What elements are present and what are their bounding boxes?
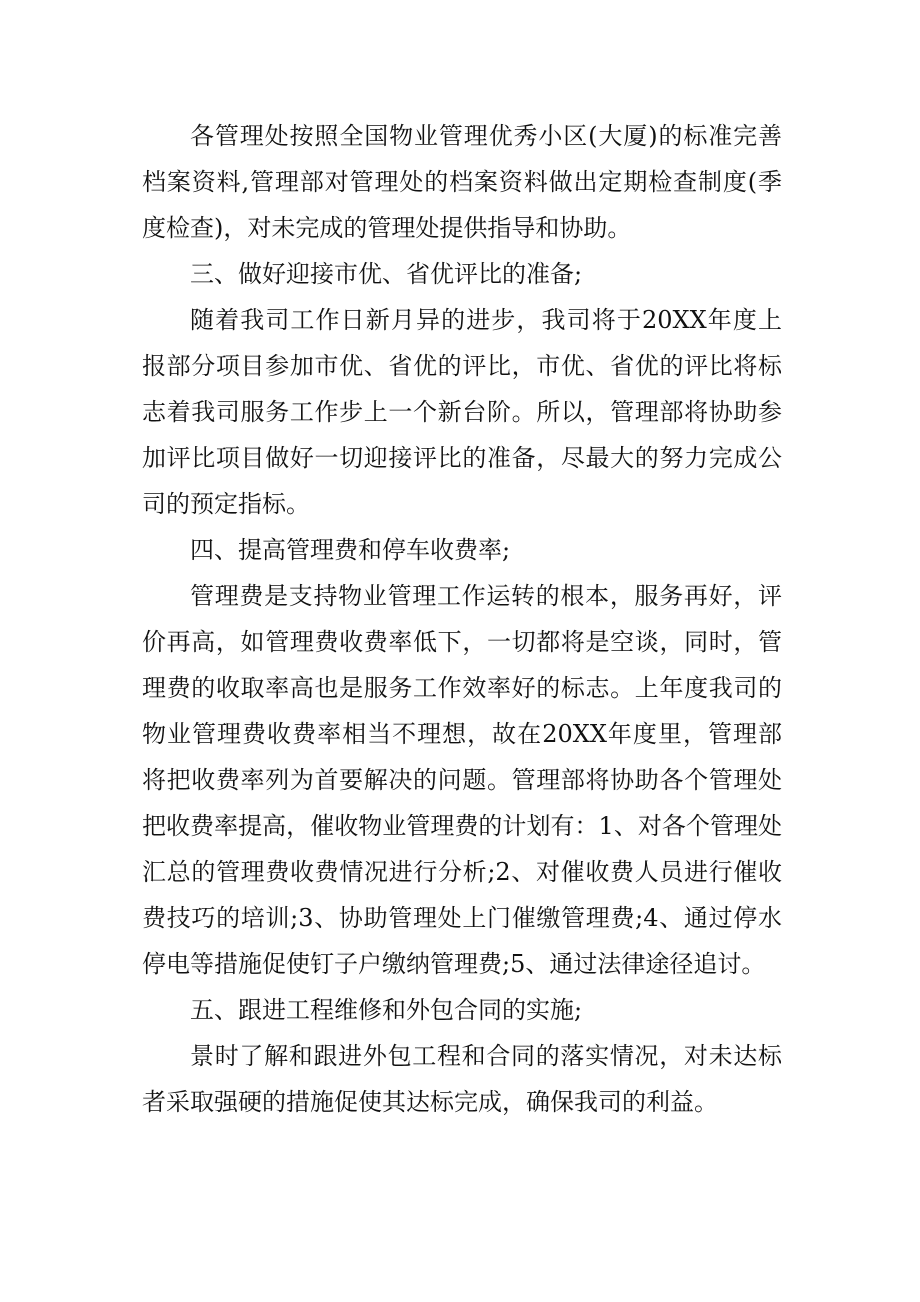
paragraph-fee-collection: 管理费是支持物业管理工作运转的根本，服务再好，评价再高，如管理费收费率低下，一切都将是空谈，同时，管理费的收取率高也是服务工作效率好的标志。上年度我司的物业管理费收费率相当不理想，故在20XX年度里，管理部将把收费率列为首要解决的问题。管理部将协助各个管理处把收费率提高，催收物业管理费的计划有：1、对各个管理处汇总的管理费收费情况进行分析;2、对催收费人员进行催收费技巧的培训;3、协助管理处上门催缴管理费;4、通过停水停电等措施促使钉子户缴纳管理费;5、通过法律途径追讨。 bbox=[142, 582, 782, 978]
document-body bbox=[142, 113, 782, 1125]
section-heading-evaluation-prep: 三、做好迎接市优、省优评比的准备; bbox=[190, 260, 583, 288]
section-heading-fee-collection: 四、提高管理费和停车收费率; bbox=[190, 536, 511, 564]
section-heading-contract-followup: 五、跟进工程维修和外包合同的实施; bbox=[190, 996, 583, 1024]
paragraph-contract-followup: 景时了解和跟进外包工程和合同的落实情况，对未达标者采取强硬的措施促使其达标完成，确保我司的利益。 bbox=[142, 1042, 782, 1116]
paragraph-evaluation-prep: 随着我司工作日新月异的进步，我司将于20XX年度上报部分项目参加市优、省优的评比，市优、省优的评比将标志着我司服务工作步上一个新台阶。所以，管理部将协助参加评比项目做好一切迎接评比的准备，尽最大的努力完成公司的预定指标。 bbox=[142, 306, 782, 518]
paragraph-archive-management: 各管理处按照全国物业管理优秀小区(大厦)的标准完善档案资料,管理部对管理处的档案资料做出定期检查制度(季度检查)，对未完成的管理处提供指导和协助。 bbox=[142, 122, 782, 242]
